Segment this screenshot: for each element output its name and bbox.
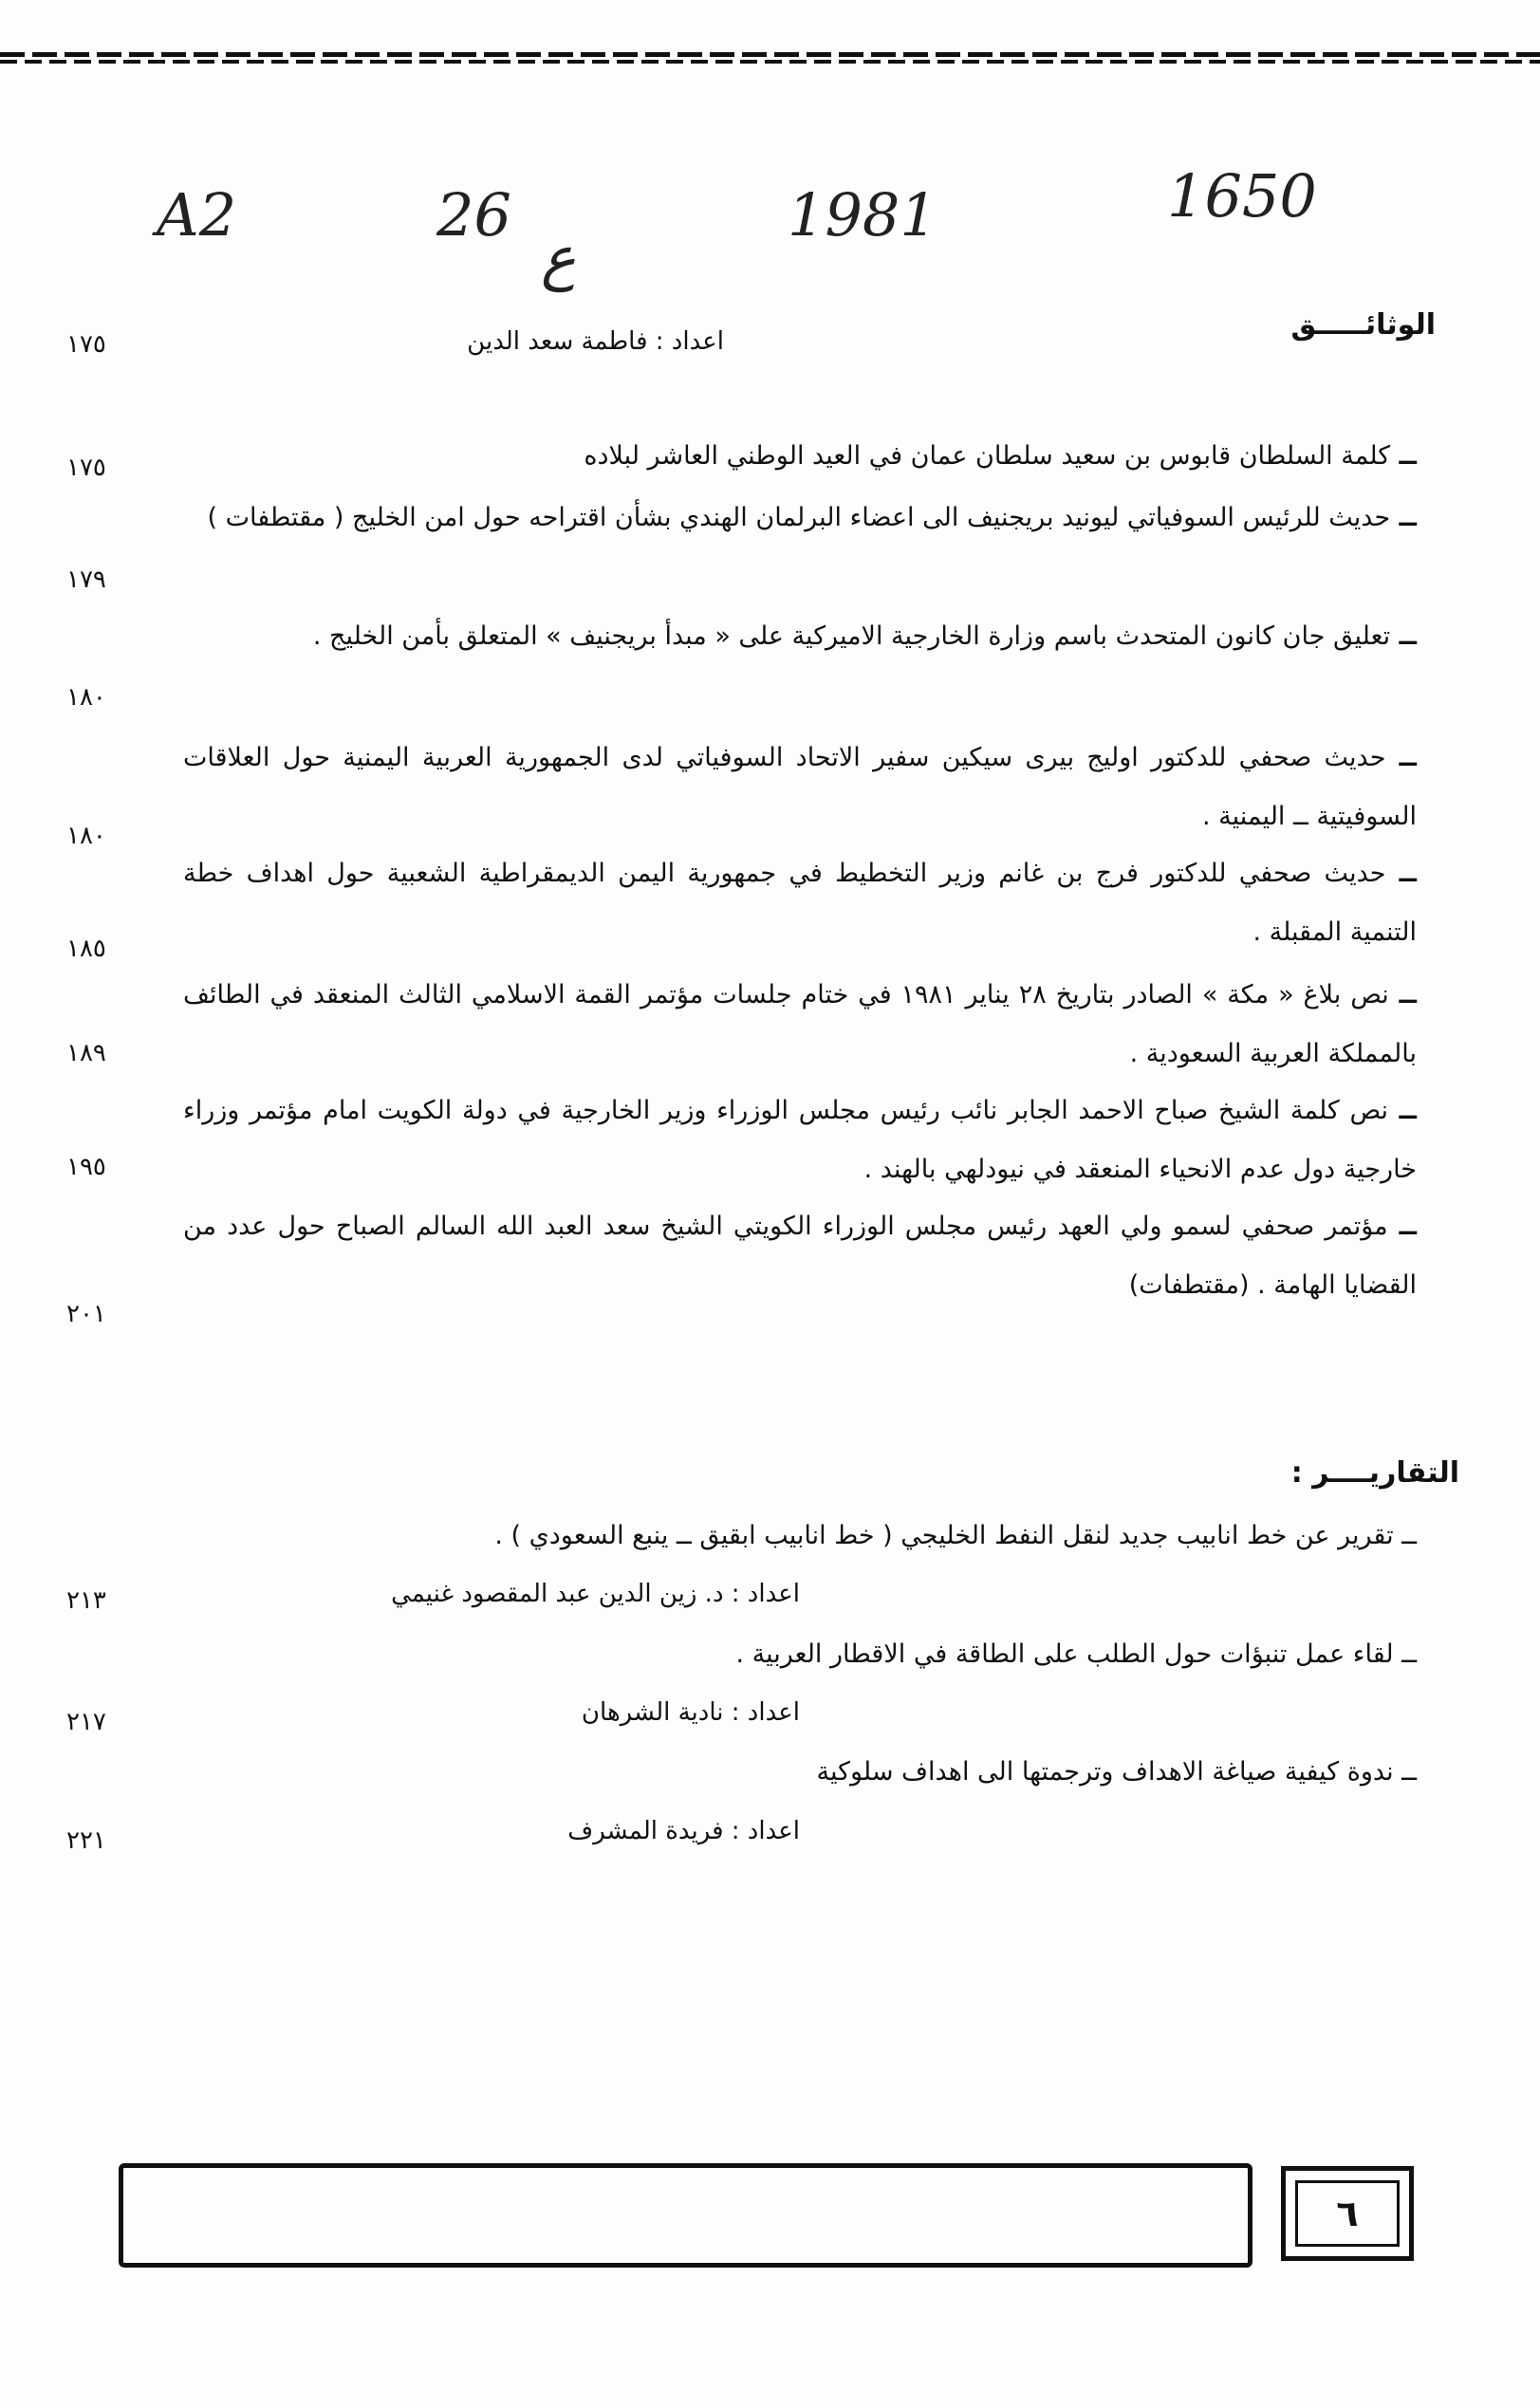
handwritten-day: 26 xyxy=(436,180,511,250)
page-number: ١٨٠ xyxy=(66,683,106,712)
report-author: اعداد : فريدة المشرف xyxy=(567,1817,800,1845)
handwritten-code: A2 xyxy=(157,180,237,250)
handwritten-letter: ع xyxy=(541,223,576,292)
report-author: اعداد : د. زين الدين عبد المقصود غنيمي xyxy=(391,1580,800,1608)
page-number: ١٨٠ xyxy=(66,822,106,850)
list-item: ــ مؤتمر صحفي لسمو ولي العهد رئيس مجلس الوزراء الكويتي الشيخ سعد العبد الله السالم الصباح حول عدد من القضايا الهامة . (مقتطفات) xyxy=(183,1212,1417,1300)
page-number: ١٧٥ xyxy=(66,330,106,359)
handwritten-number: 1650 xyxy=(1167,161,1317,231)
list-item: ــ حديث صحفي للدكتور اوليج بيرى سيكين سفير الاتحاد السوفياتي لدى الجمهورية العربية اليمنية حول العلاقات السوفيتية ــ اليمنية . xyxy=(183,743,1417,831)
documents-heading: الوثائـــــق xyxy=(1290,308,1436,342)
list-item: ــ نص بلاغ « مكة » الصادر بتاريخ ٢٨ يناير ١٩٨١ في ختام جلسات مؤتمر القمة الاسلامي الثالث المنعقد في الطائف بالمملكة العربية السعودية . xyxy=(183,980,1418,1068)
report-author: اعداد : نادية الشرهان xyxy=(581,1698,800,1727)
list-item: ــ نص كلمة الشيخ صباح الاحمد الجابر نائب رئيس مجلس الوزراء وزير الخارجية في دولة الكويت امام مؤتمر وزراء خارجية دول عدم الانحياء المنعقد في نيودلهي بالهند . xyxy=(183,1096,1417,1184)
footer-page-box xyxy=(1281,2166,1414,2261)
page-number: ١٨٩ xyxy=(66,1039,106,1067)
report-title: ــ تقرير عن خط انابيب جديد لنقل النفط الخليجي ( خط انابيب ابقيق ــ ينبع السعودي ) . xyxy=(494,1521,1417,1550)
page-number: ٢٠١ xyxy=(66,1300,106,1328)
list-item: ــ حديث صحفي للدكتور فرج بن غانم وزير التخطيط في جمهورية اليمن الديمقراطية الشعبية حول اهداف خطة التنمية المقبلة . xyxy=(183,859,1417,947)
page-number: ٢٢١ xyxy=(66,1826,106,1855)
list-item: ــ حديث للرئيس السوفياتي ليونيد بريجنيف الى اعضاء البرلمان الهندي بشأن اقتراحه حول امن الخليج ( مقتطفات ) xyxy=(207,503,1417,532)
page-number: ٢١٣ xyxy=(66,1586,106,1615)
page-number: ١٧٩ xyxy=(66,565,106,594)
page-number: ٢١٧ xyxy=(66,1708,106,1736)
report-title: ــ لقاء عمل تنبؤات حول الطلب على الطاقة في الاقطار العربية . xyxy=(735,1639,1417,1669)
report-title: ــ ندوة كيفية صياغة الاهداف وترجمتها الى اهداف سلوكية xyxy=(816,1757,1417,1787)
footer-page-number: ٦ xyxy=(1295,2180,1400,2247)
handwritten-year: 1981 xyxy=(788,180,937,250)
page-number: ١٧٥ xyxy=(66,454,106,482)
page-number: ١٩٥ xyxy=(66,1153,106,1181)
reports-heading: التقاريــــر : xyxy=(1290,1456,1459,1490)
list-item: ــ تعليق جان كانون المتحدث باسم وزارة الخارجية الاميركية على « مبدأ بريجنيف » المتعلق بأمن الخليج . xyxy=(312,621,1417,651)
list-item: ــ كلمة السلطان قابوس بن سعيد سلطان عمان في العيد الوطني العاشر لبلاده xyxy=(584,441,1417,471)
page-number: ١٨٥ xyxy=(66,935,106,963)
documents-compiler: اعداد : فاطمة سعد الدين xyxy=(467,327,724,356)
footer-frame xyxy=(119,2163,1252,2268)
